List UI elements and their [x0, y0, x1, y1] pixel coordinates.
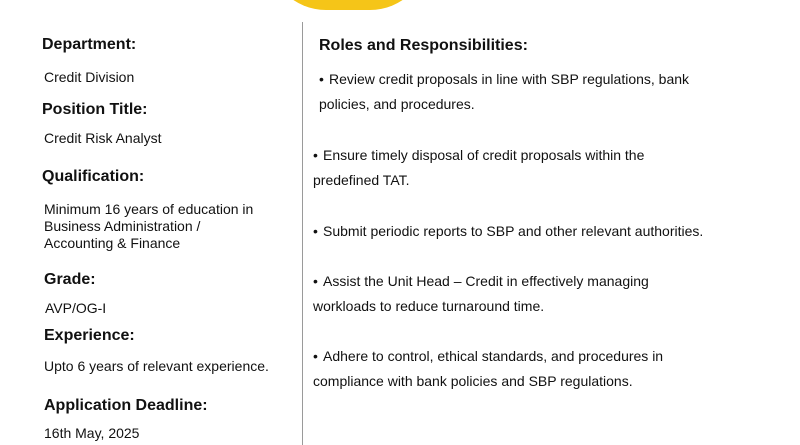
experience-heading: Experience:: [44, 327, 135, 344]
bullet-icon: •: [313, 223, 318, 239]
application-deadline-heading: Application Deadline:: [44, 397, 208, 414]
roles-and-responsibilities-heading: Roles and Responsibilities:: [319, 37, 528, 54]
list-item-text: Ensure timely disposal of credit proposals within the predefined TAT.: [313, 147, 645, 188]
list-item: [313, 344, 763, 394]
department-heading: Department:: [42, 36, 137, 53]
bullet-icon: •: [313, 273, 318, 289]
list-item-text: Adhere to control, ethical standards, and procedures in compliance with bank policies and SBP regulations.: [313, 348, 664, 389]
column-divider: [302, 22, 303, 445]
list-item: [313, 143, 763, 193]
application-deadline-value: 16th May, 2025: [44, 425, 140, 441]
grade-heading: Grade:: [44, 271, 96, 288]
qualification-value: Minimum 16 years of education in Business Administration / Accounting & Finance: [44, 201, 254, 251]
position-title-value: Credit Risk Analyst: [44, 130, 162, 146]
qualification-heading: Qualification:: [42, 168, 145, 185]
bullet-icon: •: [313, 147, 318, 163]
list-item-text: Assist the Unit Head – Credit in effectively managing workloads to reduce turnaround time.: [313, 273, 649, 314]
experience-value: Upto 6 years of relevant experience.: [44, 358, 269, 374]
list-item: [313, 269, 763, 319]
list-item: [319, 67, 769, 117]
bullet-icon: •: [319, 71, 324, 87]
grade-value: AVP/OG-I: [45, 300, 107, 316]
bullet-icon: •: [313, 348, 318, 364]
department-value: Credit Division: [44, 69, 135, 85]
list-item: [313, 219, 763, 244]
decorative-yellow-arc: [268, 0, 428, 10]
list-item-text: Submit periodic reports to SBP and other relevant authorities.: [323, 223, 704, 239]
position-title-heading: Position Title:: [42, 101, 148, 118]
list-item-text: Review credit proposals in line with SBP regulations, bank policies, and procedures.: [319, 71, 690, 112]
